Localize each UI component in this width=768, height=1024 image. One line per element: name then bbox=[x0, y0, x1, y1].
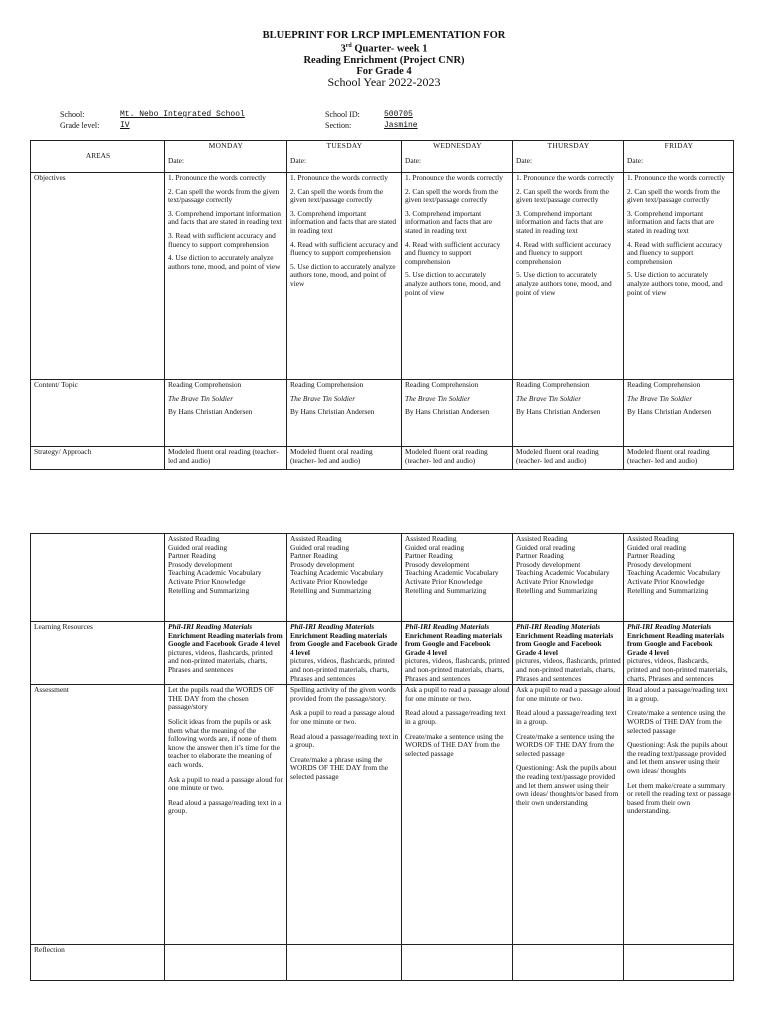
content-label: Content/ Topic bbox=[31, 380, 165, 447]
assessment-friday: Read aloud a passage/reading text in a group. Create/make a sentence using the WORDS of THE DAY from the selected passage Questioning: Ask the pupils about the reading text/passage provided and let them answer using their own ideas/ thoughts Let them make/create a summary or retell the reading text or passage based from their own understanding. bbox=[624, 685, 734, 945]
date-label: Date: bbox=[168, 155, 185, 165]
resources-label: Learning Resources bbox=[31, 622, 165, 685]
day-name: WEDNESDAY bbox=[433, 141, 482, 150]
grade-label: Grade level: bbox=[60, 121, 100, 130]
title-line-1: BLUEPRINT FOR LRCP IMPLEMENTATION FOR bbox=[262, 30, 506, 41]
strategy-list-friday: Assisted Reading Guided oral reading Partner Reading Prosody development Teaching Academic Vocabulary Activate Prior Knowledge Retelling and Summarizing bbox=[624, 534, 734, 622]
day-name: TUESDAY bbox=[326, 141, 363, 150]
strategy-monday: Modeled fluent oral reading (teacher- led and audio) bbox=[165, 447, 287, 470]
date-label: Date: bbox=[405, 155, 422, 165]
objectives-label: Objectives bbox=[31, 173, 165, 380]
day-name: THURSDAY bbox=[547, 141, 590, 150]
day-name: MONDAY bbox=[208, 141, 244, 150]
tuesday-header bbox=[287, 141, 402, 173]
assessment-thursday: Ask a pupil to read a passage aloud for one minute or two. Read aloud a passage/reading text in a group. Create/make a sentence using the WORDS OF THE DAY from the selected passage Questioning: Ask the pupils about the reading text/passage provided and let them answer using their own ideas/ thoughts/or based from their own understanding bbox=[513, 685, 624, 945]
strategy-list-thursday: Assisted Reading Guided oral reading Partner Reading Prosody development Teaching Academic Vocabulary Activate Prior Knowledge Retelling and Summarizing bbox=[513, 534, 624, 622]
strategy-tuesday: Modeled fluent oral reading (teacher- led and audio) bbox=[287, 447, 402, 470]
objectives-thursday: 1. Pronounce the words correctly 2. Can spell the words from the given text/passage correctly 3. Comprehend important information and facts that are stated in reading text 4. Read with sufficient accuracy and fluency to support comprehension 5. Use diction to accurately analyze authors tone, mood, and point of view bbox=[513, 173, 624, 380]
content-thursday: Reading Comprehension The Brave Tin Soldier By Hans Christian Andersen bbox=[513, 380, 624, 447]
plan-table-part2 bbox=[30, 533, 734, 981]
content-monday: Reading Comprehension The Brave Tin Soldier By Hans Christian Andersen bbox=[165, 380, 287, 447]
resources-monday: Phil-IRI Reading Materials Enrichment Reading materials from Google and Facebook Grade 4 level pictures, videos, flashcards, printed and non-printed materials, charts, Phrases and sentences bbox=[165, 622, 287, 685]
reflection-label: Reflection bbox=[31, 945, 165, 981]
wednesday-header bbox=[402, 141, 513, 173]
strategy-list-tuesday: Assisted Reading Guided oral reading Partner Reading Prosody development Teaching Academic Vocabulary Activate Prior Knowledge Retelling and Summarizing bbox=[287, 534, 402, 622]
areas-header: AREAS bbox=[31, 141, 165, 173]
reflection-thursday bbox=[513, 945, 624, 981]
plan-table-part1 bbox=[30, 140, 734, 470]
date-label: Date: bbox=[290, 155, 307, 165]
title-school-year: School Year 2022-2023 bbox=[327, 74, 441, 89]
friday-header bbox=[624, 141, 734, 173]
content-friday: Reading Comprehension The Brave Tin Soldier By Hans Christian Andersen bbox=[624, 380, 734, 447]
strategy-friday: Modeled fluent oral reading (teacher- led and audio) bbox=[624, 447, 734, 470]
reflection-friday bbox=[624, 945, 734, 981]
assessment-monday: Let the pupils read the WORDS OF THE DAY from the chosen passage/story Solicit ideas from the pupils or ask them what the meaning of the following words are, if none of them know the answer then it’s time for the teacher to elaborate the meaning of each words. Ask a pupil to read a passage aloud for one minute or two. Read aloud a passage/reading text in a group. bbox=[165, 685, 287, 945]
objectives-tuesday: 1. Pronounce the words correctly 2. Can spell the words from the given text/passage correctly 3. Comprehend important information and facts that are stated in reading text 4. Read with sufficient accuracy and fluency to support comprehension 5. Use diction to accurately analyze authors tone, mood, and point of view bbox=[287, 173, 402, 380]
content-tuesday: Reading Comprehension The Brave Tin Soldier By Hans Christian Andersen bbox=[287, 380, 402, 447]
reflection-monday bbox=[165, 945, 287, 981]
strategy-continued-label bbox=[31, 534, 165, 622]
resources-friday: Phil-IRI Reading Materials Enrichment Reading materials from Google and Facebook Grade 4 level pictures, videos, flashcards, printed and non-printed materials, charts, Phrases and sentences bbox=[624, 622, 734, 685]
date-label: Date: bbox=[627, 155, 644, 165]
section-label: Section: bbox=[325, 121, 352, 130]
resources-thursday: Phil-IRI Reading Materials Enrichment Reading materials from Google and Facebook Grade 4 level pictures, videos, flashcards, printed and non-printed materials, charts, Phrases and sentences bbox=[513, 622, 624, 685]
date-label: Date: bbox=[516, 155, 533, 165]
title-line-4: For Grade 4 bbox=[356, 65, 412, 77]
school-id-label: School ID: bbox=[325, 110, 360, 119]
assessment-label: Assessment bbox=[31, 685, 165, 945]
thursday-header bbox=[513, 141, 624, 173]
strategy-list-wednesday: Assisted Reading Guided oral reading Partner Reading Prosody development Teaching Academic Vocabulary Activate Prior Knowledge Retelling and Summarizing bbox=[402, 534, 513, 622]
section-value: Jasmine bbox=[384, 121, 418, 130]
strategy-wednesday: Modeled fluent oral reading (teacher- led and audio) bbox=[402, 447, 513, 470]
resources-wednesday: Phil-IRI Reading Materials Enrichment Reading materials from Google and Facebook Grade 4 level pictures, videos, flashcards, printed and non-printed materials, charts, Phrases and sentences bbox=[402, 622, 513, 685]
assessment-wednesday: Ask a pupil to read a passage aloud for one minute or two. Read aloud a passage/reading text in a group. Create/make a sentence using the WORDS of THE DAY from the selected passage bbox=[402, 685, 513, 945]
reflection-tuesday bbox=[287, 945, 402, 981]
school-value: Mt. Nebo Integrated School bbox=[120, 110, 245, 119]
grade-value: IV bbox=[120, 121, 130, 130]
reflection-wednesday bbox=[402, 945, 513, 981]
title-line-3: Reading Enrichment (Project CNR) bbox=[303, 54, 465, 66]
assessment-tuesday: Spelling activity of the given words provided from the passage/story. Ask a pupil to read a passage aloud for one minute or two. Read aloud a passage/reading text in a group. Create/make a phrase using the WORDS OF THE DAY from the selected passage bbox=[287, 685, 402, 945]
title-line-2: 3rd Quarter- week 1 bbox=[340, 43, 428, 55]
day-name: FRIDAY bbox=[664, 141, 694, 150]
objectives-friday: 1. Pronounce the words correctly 2. Can spell the words from the given text/passage correctly 3. Comprehend important information and facts that are stated in reading text 4. Read with sufficient accuracy and fluency to support comprehension 5. Use diction to accurately analyze authors tone, mood, and point of view bbox=[624, 173, 734, 380]
strategy-thursday: Modeled fluent oral reading (teacher- led and audio) bbox=[513, 447, 624, 470]
objectives-monday: 1. Pronounce the words correctly 2. Can spell the words from the given text/passage correctly 3. Comprehend important information and facts that are stated in reading text 3. Read with sufficient accuracy and fluency to support comprehension 4. Use diction to accurately analyze authors tone, mood, and point of view bbox=[165, 173, 287, 380]
objectives-wednesday: 1. Pronounce the words correctly 2. Can spell the words from the given text/passage correctly 3. Comprehend important information and facts that are stated in reading text 4. Read with sufficient accuracy and fluency to support comprehension 5. Use diction to accurately analyze authors tone, mood, and point of view bbox=[402, 173, 513, 380]
monday-header bbox=[165, 141, 287, 173]
strategy-label: Strategy/ Approach bbox=[31, 447, 165, 470]
strategy-list-monday: Assisted Reading Guided oral reading Partner Reading Prosody development Teaching Academic Vocabulary Activate Prior Knowledge Retelling and Summarizing bbox=[165, 534, 287, 622]
school-info bbox=[0, 0, 768, 140]
school-label: School: bbox=[60, 110, 85, 119]
resources-tuesday: Phil-IRI Reading Materials Enrichment Reading materials from Google and Facebook Grade 4 level pictures, videos, flashcards, printed and non-printed materials, charts, Phrases and sentences bbox=[287, 622, 402, 685]
school-id-value: 500705 bbox=[384, 110, 413, 119]
content-wednesday: Reading Comprehension The Brave Tin Soldier By Hans Christian Andersen bbox=[402, 380, 513, 447]
